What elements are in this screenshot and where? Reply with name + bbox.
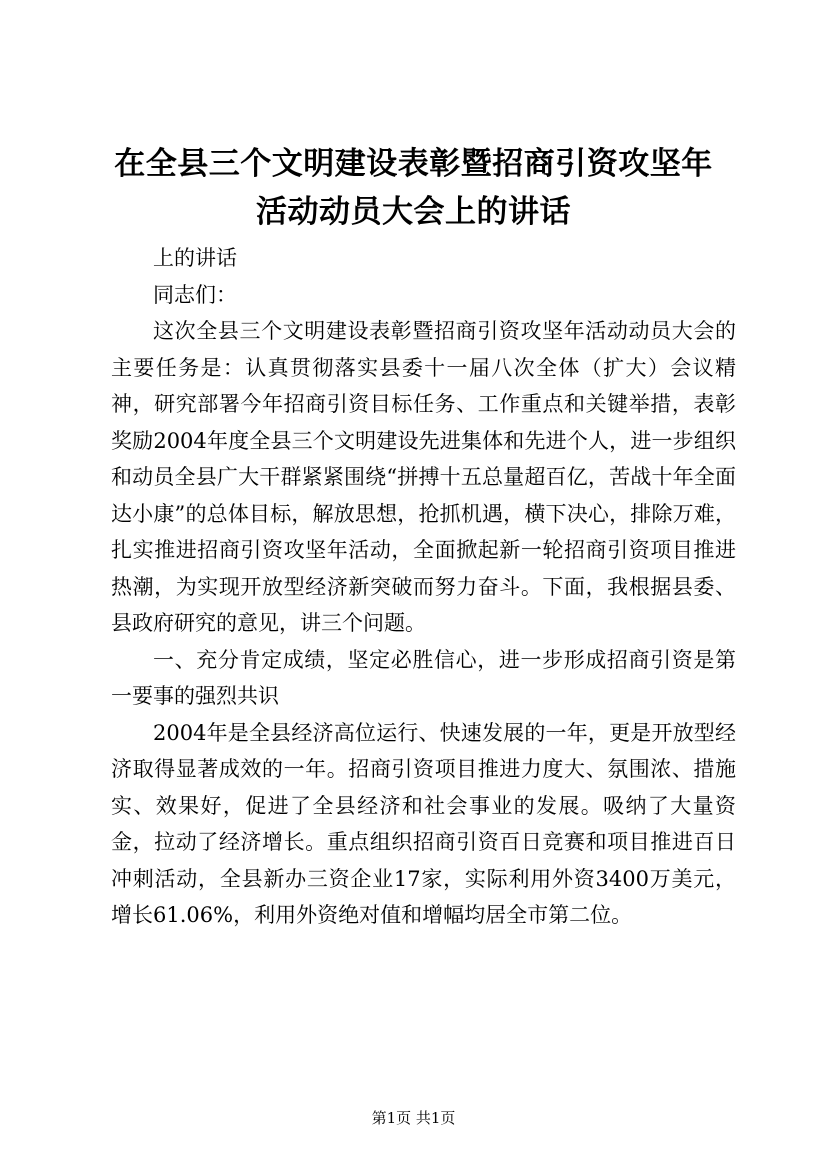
paragraph-heading-fragment: 上的讲话: [153, 246, 237, 270]
page-footer: 第1页 共1页: [371, 1109, 456, 1127]
paragraph-salutation: 同志们：: [153, 282, 237, 307]
paragraph-achievements: 2004年是全县经济高位运行、快速发展的一年，更是开放型经济取得显著成效的一年。招商引资项目推进力度大、氛围浓、措施实、效果好，促进了全县经济和社会事业的发展。吸纳了大量资金，拉动了经济增长。重点组织招商引资百日竞赛和项目推进百日冲刺活动，全县新办三资企业17家，实际利用外资3400万美元，增长61.06%，利用外资绝对值和增幅均居全市第二位。: [111, 720, 736, 927]
document-title: 在全县三个文明建设表彰暨招商引资攻坚年活动动员大会上的讲话: [114, 146, 713, 230]
paragraph-introduction: 这次全县三个文明建设表彰暨招商引资攻坚年活动动员大会的主要任务是：认真贯彻落实县委十一届八次全体（扩大）会议精神，研究部署今年招商引资目标任务、工作重点和关键举措，表彰奖励2004年度全县三个文明建设先进集体和先进个人，进一步组织和动员全县广大干群紧紧围绕“拼搏十五总量超百亿，苦战十年全面达小康”的总体目标，解放思想，抢抓机遇，横下决心，排除万难，扎实推进招商引资攻坚年活动，全面掀起新一轮招商引资项目推进热潮，为实现开放型经济新突破而努力奋斗。下面，我根据县委、县政府研究的意见，讲三个问题。: [111, 319, 736, 635]
paragraph-section-heading: 一、充分肯定成绩，坚定必胜信心，进一步形成招商引资是第一要事的强烈共识: [111, 647, 736, 708]
document-body: [111, 240, 736, 934]
